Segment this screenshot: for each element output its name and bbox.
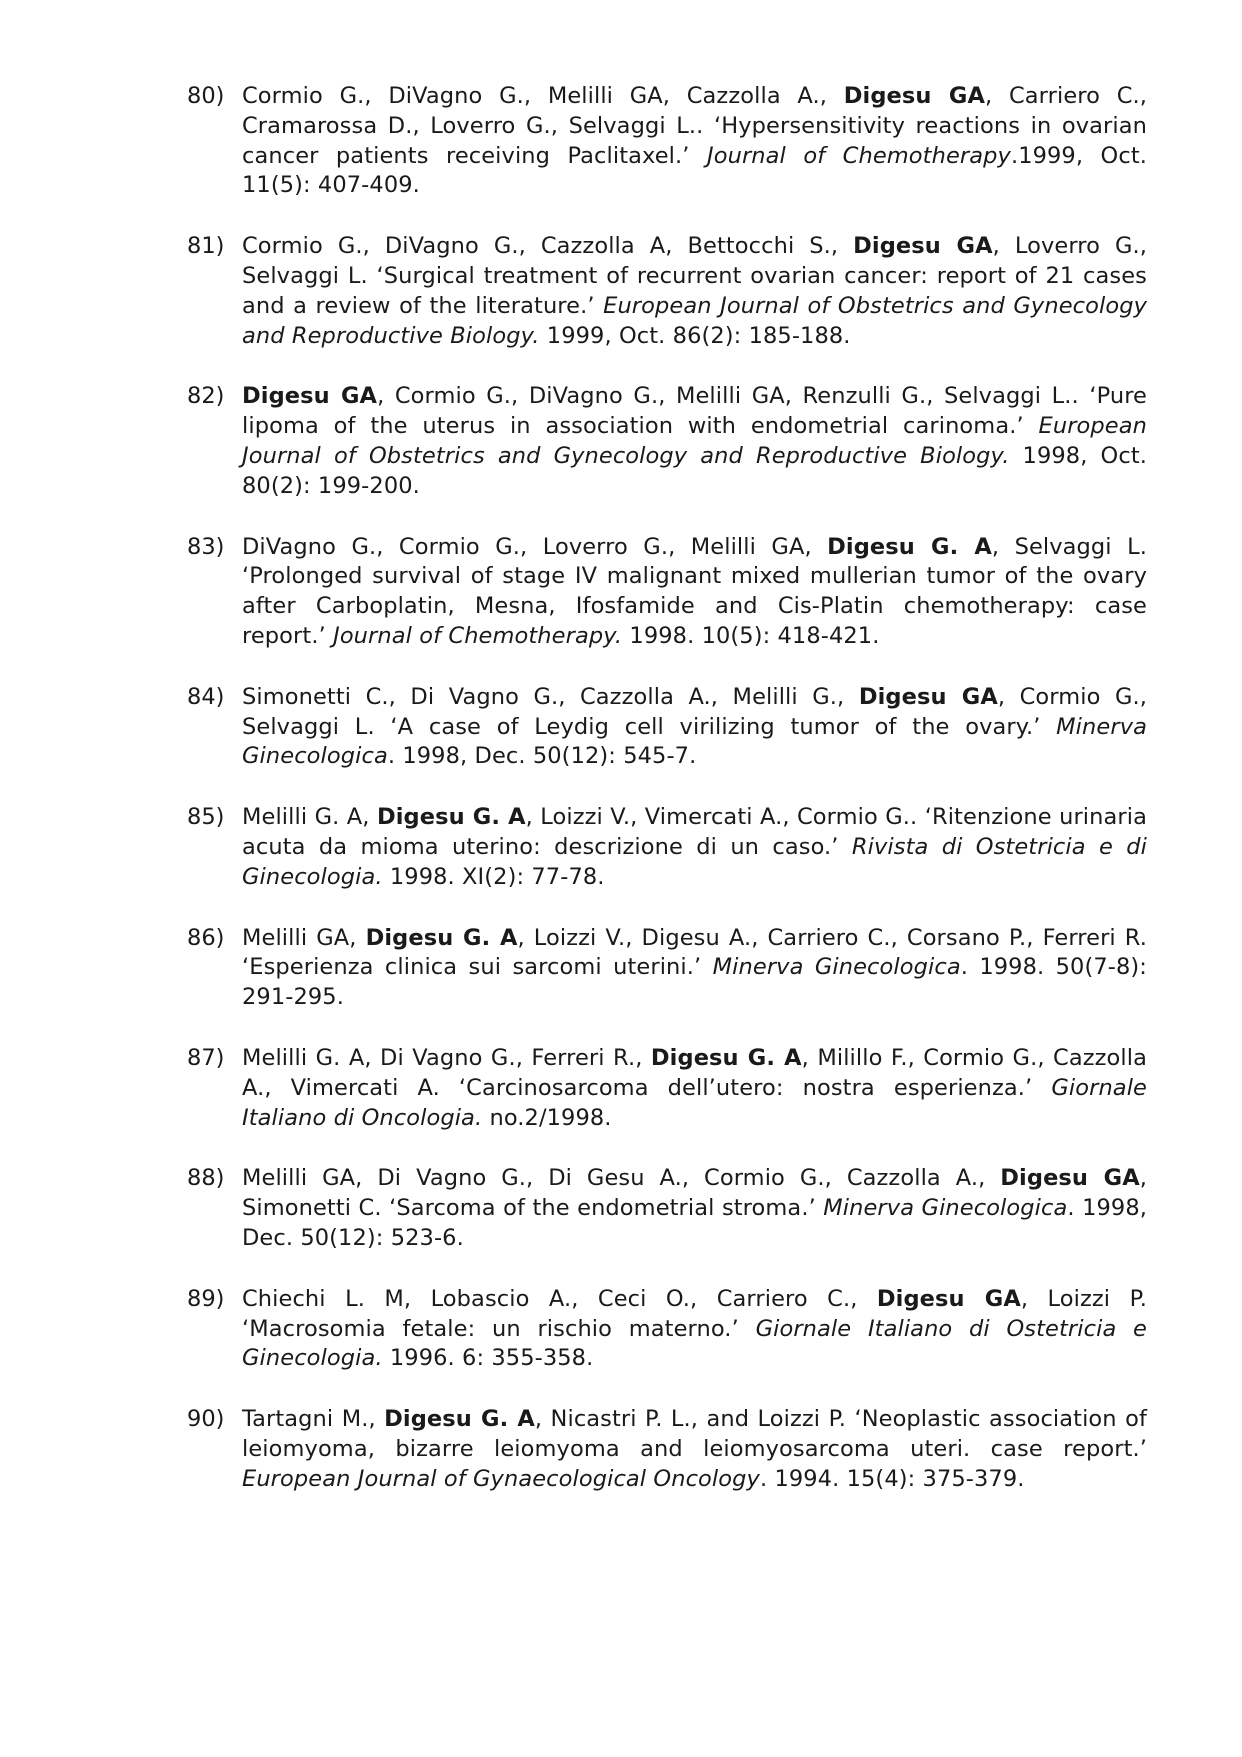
reference-number: 84) bbox=[187, 683, 225, 710]
citation-text: , Cormio G., Selvaggi L. ‘A case of Leydig cell virilizing tumor of the ovary.’ bbox=[242, 683, 1147, 740]
highlighted-author: Digesu G. A bbox=[650, 1044, 802, 1071]
citation-text: Melilli G. A, Di Vagno G., Ferreri R., bbox=[242, 1044, 651, 1071]
journal-title: Minerva Ginecologica bbox=[823, 1195, 1068, 1222]
citation-text: no.2/1998. bbox=[482, 1104, 612, 1131]
citation-text: 1998. 10(5): 418-421. bbox=[622, 622, 880, 649]
journal-title: Minerva Ginecologica bbox=[242, 713, 1147, 770]
highlighted-author: Digesu G. A bbox=[384, 1406, 535, 1433]
highlighted-author: Digesu G. A bbox=[376, 804, 526, 831]
citation-text: Melilli G. A, bbox=[242, 804, 377, 831]
citation-text: . 1998, Dec. 50(12): 523-6. bbox=[242, 1195, 1147, 1251]
citation-text: Cormio G., DiVagno G., Cazzolla A, Bettocchi S., bbox=[242, 233, 854, 260]
reference-number: 87) bbox=[187, 1044, 225, 1071]
reference-citation bbox=[242, 1044, 1147, 1133]
citation-text: Melilli GA, bbox=[242, 924, 366, 951]
reference-item bbox=[187, 232, 1147, 351]
citation-text: Simonetti C., Di Vagno G., Cazzolla A., Melilli G., bbox=[242, 683, 859, 710]
citation-text: , Loizzi P. ‘Macrosomia fetale: un rischio materno.’ bbox=[242, 1285, 1147, 1342]
reference-citation bbox=[242, 1405, 1147, 1494]
highlighted-author: Digesu GA bbox=[1000, 1165, 1140, 1192]
highlighted-author: Digesu G. A bbox=[827, 533, 992, 560]
journal-title: Giornale Italiano di Ostetricia e Ginecologia. bbox=[242, 1315, 1148, 1372]
reference-list bbox=[187, 82, 1147, 1525]
reference-citation bbox=[242, 232, 1147, 351]
citation-text: , Nicastri P. L., and Loizzi P. ‘Neoplastic association of leiomyoma, bizarre leiomyoma and leiomyosarcoma uteri. case report.’ bbox=[242, 1406, 1147, 1462]
highlighted-author: Digesu GA bbox=[853, 233, 993, 260]
reference-citation bbox=[242, 533, 1147, 652]
journal-title: Journal of Chemotherapy. bbox=[333, 622, 623, 649]
citation-text: 1998. XI(2): 77-78. bbox=[382, 863, 605, 890]
citation-text: , Loverro G., Selvaggi L. ‘Surgical treatment of recurrent ovarian cancer: report of 21 cases and a review of the literature.’ bbox=[242, 233, 1148, 319]
citation-text: . 1994. 15(4): 375-379. bbox=[759, 1465, 1025, 1492]
highlighted-author: Digesu GA bbox=[858, 683, 998, 710]
reference-number: 90) bbox=[187, 1406, 225, 1433]
citation-text: DiVagno G., Cormio G., Loverro G., Melilli GA, bbox=[242, 533, 828, 560]
reference-item bbox=[187, 533, 1147, 652]
citation-text: 1996. 6: 355-358. bbox=[382, 1345, 594, 1372]
citation-text: Melilli GA, Di Vagno G., Di Gesu A., Cormio G., Cazzolla A., bbox=[242, 1165, 1001, 1192]
highlighted-author: Digesu GA bbox=[876, 1285, 1021, 1312]
highlighted-author: Digesu GA bbox=[242, 383, 378, 410]
reference-number: 83) bbox=[187, 533, 225, 560]
citation-text: Cormio G., DiVagno G., Melilli GA, Cazzolla A., bbox=[242, 83, 844, 109]
reference-citation bbox=[242, 1164, 1147, 1253]
highlighted-author: Digesu G. A bbox=[365, 924, 518, 951]
citation-text: 1999, Oct. 86(2): 185-188. bbox=[539, 322, 851, 349]
citation-text: . 1998. 50(7-8): 291-295. bbox=[242, 954, 1147, 1011]
citation-text: , Milillo F., Cormio G., Cazzolla A., Vimercati A. ‘Carcinosarcoma dell’utero: nostra esperienza.’ bbox=[242, 1044, 1147, 1101]
citation-text: Tartagni M., bbox=[242, 1406, 385, 1433]
reference-citation bbox=[242, 683, 1147, 772]
reference-item bbox=[187, 1044, 1147, 1133]
reference-item bbox=[187, 924, 1147, 1013]
citation-text: , Selvaggi L. ‘Prolonged survival of stage IV malignant mixed mullerian tumor of the ovary after Carboplatin, Mesna, Ifosfamide and Cis-Platin chemotherapy: case report.’ bbox=[242, 533, 1147, 649]
reference-citation bbox=[242, 803, 1147, 892]
citation-text: , Simonetti C. ‘Sarcoma of the endometrial stroma.’ bbox=[242, 1165, 1148, 1222]
journal-title: European Journal of Gynaecological Oncology bbox=[242, 1465, 760, 1492]
reference-citation bbox=[242, 924, 1147, 1013]
citation-text: . 1998, Dec. 50(12): 545-7. bbox=[387, 743, 697, 770]
citation-text: 1998, Oct. 80(2): 199-200. bbox=[242, 442, 1147, 499]
reference-item bbox=[187, 82, 1147, 201]
reference-item bbox=[187, 1405, 1147, 1494]
reference-item bbox=[187, 1164, 1147, 1253]
reference-citation bbox=[242, 82, 1147, 201]
reference-citation bbox=[242, 382, 1147, 501]
citation-text: , Carriero C., Cramarossa D., Loverro G., Selvaggi L.. ‘Hypersensitivity reactions in ovarian cancer patients receiving Paclitaxel.’ bbox=[242, 83, 1148, 169]
reference-number: 82) bbox=[187, 383, 225, 410]
journal-title: European Journal of Obstetrics and Gynecology and Reproductive Biology. bbox=[242, 292, 1147, 349]
reference-item bbox=[187, 382, 1147, 501]
journal-title: Minerva Ginecologica bbox=[712, 954, 961, 981]
citation-text: , Cormio G., DiVagno G., Melilli GA, Renzulli G., Selvaggi L.. ‘Pure lipoma of the uterus in association with endometrial carinoma.’ bbox=[242, 383, 1148, 440]
journal-title: European Journal of Obstetrics and Gynecology and Reproductive Biology. bbox=[242, 413, 1147, 469]
citation-text: .1999, Oct. 11(5): 407-409. bbox=[242, 142, 1148, 199]
reference-number: 81) bbox=[187, 233, 225, 260]
reference-item bbox=[187, 683, 1147, 772]
journal-title: Rivista di Ostetricia e di Ginecologia. bbox=[242, 833, 1147, 890]
reference-number: 86) bbox=[187, 924, 225, 951]
highlighted-author: Digesu GA bbox=[843, 83, 985, 109]
reference-number: 80) bbox=[187, 83, 225, 109]
journal-title: Giornale Italiano di Oncologia. bbox=[242, 1074, 1147, 1131]
reference-number: 85) bbox=[187, 804, 225, 831]
reference-number: 89) bbox=[187, 1285, 225, 1312]
reference-item bbox=[187, 1285, 1147, 1374]
reference-item bbox=[187, 803, 1147, 892]
journal-title: Journal of Chemotherapy bbox=[706, 142, 1011, 169]
citation-text: Chiechi L. M, Lobascio A., Ceci O., Carriero C., bbox=[242, 1285, 877, 1312]
citation-text: , Loizzi V., Digesu A., Carriero C., Corsano P., Ferreri R. ‘Esperienza clinica sui sarcomi uterini.’ bbox=[242, 924, 1147, 981]
reference-number: 88) bbox=[187, 1165, 225, 1192]
citation-text: , Loizzi V., Vimercati A., Cormio G.. ‘Ritenzione urinaria acuta da mioma uterino: descrizione di un caso.’ bbox=[242, 804, 1147, 860]
reference-citation bbox=[242, 1285, 1147, 1374]
